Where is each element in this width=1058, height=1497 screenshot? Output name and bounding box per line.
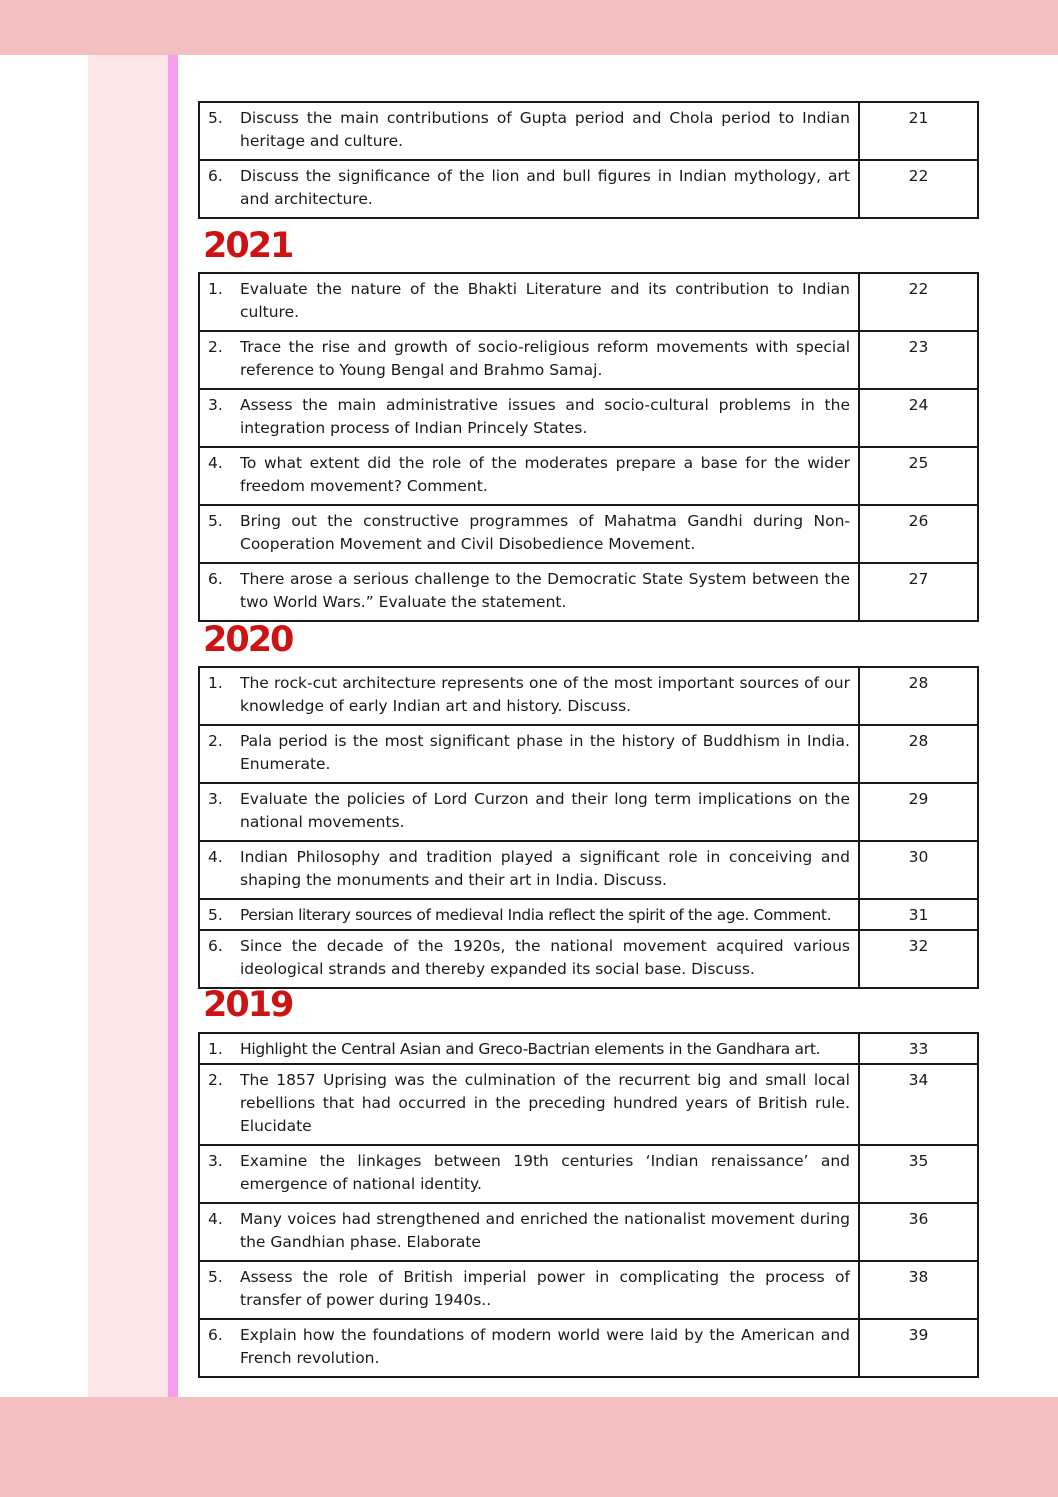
question-number: 5. bbox=[208, 512, 223, 530]
question-number: 4. bbox=[208, 848, 223, 866]
question-table-2019 bbox=[198, 1032, 979, 1378]
page-number: 36 bbox=[859, 1203, 978, 1261]
side-margin-strip bbox=[88, 55, 168, 1397]
question-table-2020 bbox=[198, 666, 979, 989]
side-accent-line bbox=[168, 55, 178, 1397]
table-row bbox=[199, 563, 978, 621]
question-number: 4. bbox=[208, 1210, 223, 1228]
question-number: 2. bbox=[208, 732, 223, 750]
page-number: 30 bbox=[859, 841, 978, 899]
table-row bbox=[199, 331, 978, 389]
page-number: 31 bbox=[859, 899, 978, 930]
question-number: 6. bbox=[208, 1326, 223, 1344]
table-row bbox=[199, 1064, 978, 1145]
question-text: The 1857 Uprising was the culmination of the recurrent big and small local rebellions that had occurred in the preceding hundred years of British rule. Elucidate bbox=[240, 1071, 850, 1135]
page-number: 26 bbox=[859, 505, 978, 563]
table-row bbox=[199, 899, 978, 930]
table-row bbox=[199, 273, 978, 331]
table-row bbox=[199, 783, 978, 841]
question-text: The rock-cut architecture represents one of the most important sources of our knowledge of early Indian art and history. Discuss. bbox=[240, 674, 850, 715]
question-number: 6. bbox=[208, 937, 223, 955]
page-number: 22 bbox=[859, 160, 978, 218]
table-row bbox=[199, 1203, 978, 1261]
question-number: 6. bbox=[208, 167, 223, 185]
question-table-continued bbox=[198, 101, 979, 219]
question-text: Bring out the constructive programmes of Mahatma Gandhi during Non-Cooperation Movement and Civil Disobedience Movement. bbox=[240, 512, 850, 553]
page-number: 38 bbox=[859, 1261, 978, 1319]
table-row bbox=[199, 1261, 978, 1319]
question-text: There arose a serious challenge to the Democratic State System between the two World Wars.” Evaluate the statement. bbox=[240, 570, 850, 611]
question-text: Discuss the significance of the lion and bull figures in Indian mythology, art and architecture. bbox=[240, 167, 850, 208]
page-number: 34 bbox=[859, 1064, 978, 1145]
question-text: Assess the main administrative issues and socio-cultural problems in the integration process of Indian Princely States. bbox=[240, 396, 850, 437]
question-text: To what extent did the role of the moderates prepare a base for the wider freedom movement? Comment. bbox=[240, 454, 850, 495]
page-number: 39 bbox=[859, 1319, 978, 1377]
question-text: Persian literary sources of medieval India reflect the spirit of the age. Comment. bbox=[240, 906, 832, 924]
question-text: Examine the linkages between 19th centuries ‘Indian renaissance’ and emergence of national identity. bbox=[240, 1152, 850, 1193]
question-text: Evaluate the policies of Lord Curzon and their long term implications on the national movements. bbox=[240, 790, 850, 831]
page-number: 27 bbox=[859, 563, 978, 621]
page-number: 24 bbox=[859, 389, 978, 447]
question-text: Evaluate the nature of the Bhakti Literature and its contribution to Indian culture. bbox=[240, 280, 850, 321]
question-text: Discuss the main contributions of Gupta period and Chola period to Indian heritage and culture. bbox=[240, 109, 850, 150]
question-number: 3. bbox=[208, 396, 223, 414]
table-row bbox=[199, 1033, 978, 1064]
table-row bbox=[199, 447, 978, 505]
page-number: 23 bbox=[859, 331, 978, 389]
question-number: 5. bbox=[208, 109, 223, 127]
question-text: Highlight the Central Asian and Greco-Bactrian elements in the Gandhara art. bbox=[240, 1040, 821, 1058]
question-number: 2. bbox=[208, 1071, 223, 1089]
page-number: 21 bbox=[859, 102, 978, 160]
table-row bbox=[199, 1145, 978, 1203]
question-text: Trace the rise and growth of socio-religious reform movements with special reference to Young Bengal and Brahmo Samaj. bbox=[240, 338, 850, 379]
question-text: Many voices had strengthened and enriched the nationalist movement during the Gandhian phase. Elaborate bbox=[240, 1210, 850, 1251]
question-text: Indian Philosophy and tradition played a significant role in conceiving and shaping the monuments and their art in India. Discuss. bbox=[240, 848, 850, 889]
year-heading-2019: 2019 bbox=[203, 985, 293, 1025]
table-row bbox=[199, 841, 978, 899]
table-row bbox=[199, 102, 978, 160]
question-number: 1. bbox=[208, 280, 223, 298]
question-number: 2. bbox=[208, 338, 223, 356]
bottom-decorative-band bbox=[0, 1397, 1058, 1497]
table-row bbox=[199, 389, 978, 447]
question-text: Assess the role of British imperial power in complicating the process of transfer of power during 1940s.. bbox=[240, 1268, 850, 1309]
question-number: 5. bbox=[208, 1268, 223, 1286]
question-text: Since the decade of the 1920s, the national movement acquired various ideological strands and thereby expanded its social base. Discuss. bbox=[240, 937, 850, 978]
question-table-2021 bbox=[198, 272, 979, 622]
table-row bbox=[199, 1319, 978, 1377]
year-heading-2020: 2020 bbox=[203, 620, 293, 660]
question-number: 4. bbox=[208, 454, 223, 472]
table-row bbox=[199, 505, 978, 563]
question-number: 5. bbox=[208, 906, 223, 924]
page-number: 29 bbox=[859, 783, 978, 841]
page-number: 35 bbox=[859, 1145, 978, 1203]
top-decorative-band bbox=[0, 0, 1058, 55]
table-row bbox=[199, 160, 978, 218]
page-number: 32 bbox=[859, 930, 978, 988]
question-text: Explain how the foundations of modern world were laid by the American and French revolution. bbox=[240, 1326, 850, 1367]
page-number: 28 bbox=[859, 667, 978, 725]
page-number: 33 bbox=[859, 1033, 978, 1064]
year-heading-2021: 2021 bbox=[203, 226, 293, 266]
question-number: 3. bbox=[208, 1152, 223, 1170]
question-number: 6. bbox=[208, 570, 223, 588]
table-row bbox=[199, 667, 978, 725]
question-text: Pala period is the most significant phase in the history of Buddhism in India. Enumerate. bbox=[240, 732, 850, 773]
page-number: 22 bbox=[859, 273, 978, 331]
page-number: 25 bbox=[859, 447, 978, 505]
table-row bbox=[199, 930, 978, 988]
question-number: 1. bbox=[208, 674, 223, 692]
question-number: 1. bbox=[208, 1040, 223, 1058]
page-number: 28 bbox=[859, 725, 978, 783]
table-row bbox=[199, 725, 978, 783]
question-number: 3. bbox=[208, 790, 223, 808]
